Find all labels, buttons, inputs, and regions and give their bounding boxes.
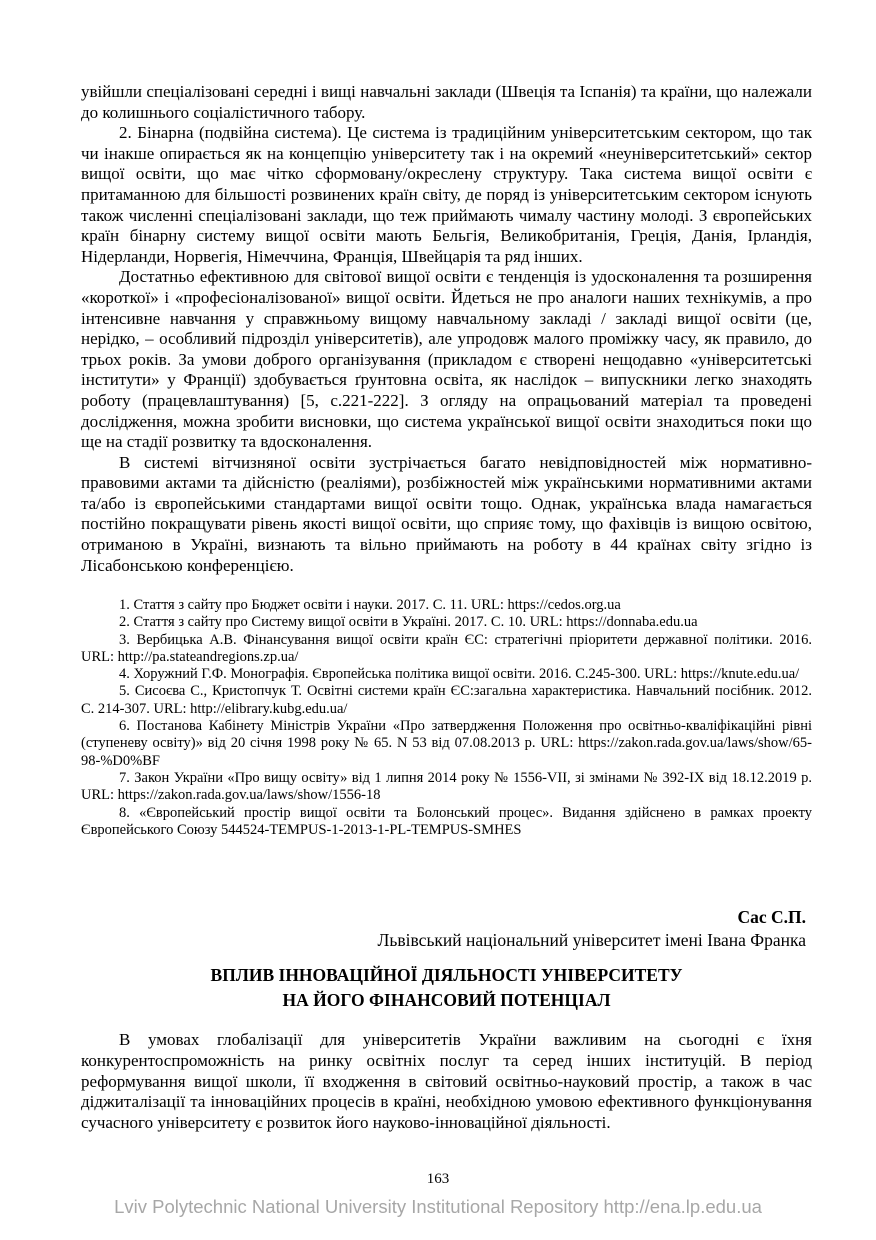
body-paragraph-3: Достатньо ефективною для світової вищої освіти є тенденція із удосконалення та розширення «короткої» і «професіоналізованої» вищої освіти. Йдеться не про аналоги наших технікумів, а про інтенсивне навчання у справжньому вищому навчальному закладі / закладі вищої освіти (це, нерідко, – особливий підрозділ університетів), але упродовж малого проміжку часу, як правило, до трьох років. За умови доброго організування (прикладом є створені нещодавно «університетські інститути» у Франції) здобувається ґрунтовна освіта, як наслідок – випускники легко знаходять роботу (працевлаштування) [5, с.221-222]. З огляду на опрацьований матеріал та проведені дослідження, можна зробити висновки, що система української вищої освіти знаходиться поки що ще на стадії розвитку та вдосконалення. xyxy=(81,267,812,452)
article-title xyxy=(81,963,812,1012)
reference-1: 1. Стаття з сайту про Бюджет освіти і науки. 2017. С. 11. URL: https://cedos.org.ua xyxy=(119,597,621,613)
body-paragraph-4: В системі вітчизняної освіти зустрічається багато невідповідностей між нормативно-правовими актами та дійсністю (реаліями), розбіжностей між українськими нормативними актами та/або із європейськими стандартами вищої освіти тощо. Однак, українська влада намагається постійно покращувати рівень якості вищої освіти, що сприяє тому, що фахівців із вищою освітою, отриманою в Україні, визнають та вільно приймають на роботу в 44 країнах світу згідно із Лісабонською конференцією. xyxy=(81,452,812,575)
reference-7: 7. Закон України «Про вищу освіту» від 1 липня 2014 року № 1556-VII, зі змінами № 392-IX від 18.12.2019 р. URL: https://zakon.rada.gov.ua/laws/show/1556-18 xyxy=(81,769,812,804)
reference-5: 5. Сисоєва С., Кристопчук Т. Освітні системи країн ЄС:загальна характеристика. Навчальний посібник. 2012. С. 214-307. URL: http://elibrary.kubg.edu.ua/ xyxy=(81,683,812,717)
reference-3: 3. Вербицька А.В. Фінансування вищої освіти країн ЄС: стратегічні пріоритети державної політики. 2016. URL: http://pa.stateandregions.zp.ua/ xyxy=(81,631,812,665)
body-paragraph-2: 2. Бінарна (подвійна система). Це система із традиційним університетським сектором, що так чи інакше опирається як на концепцію університету так і на окремий «неуніверситетський» сектор вищої освіти, що має чітко сформовану/окреслену структуру. Така система вищої освіти є притаманною для більшості розвинених країн світу, де поряд із університетським сектором існують також численні спеціалізовані заклади, що теж приймають чималу частину молоді. З європейських країн бінарну систему вищої освіти мають Бельгія, Великобританія, Греція, Данія, Ірландія, Нідерланди, Норвегія, Німеччина, Франція, Швейцарія та ряд інших. xyxy=(81,123,812,266)
repository-footer: Lviv Polytechnic National University Institutional Repository http://ena.lp.edu.ua xyxy=(114,1196,762,1217)
reference-2: 2. Стаття з сайту про Систему вищої освіти в Україні. 2017. С. 10. URL: https://donnaba.edu.ua xyxy=(119,614,698,631)
author-block xyxy=(81,906,806,951)
author-name: Сас С.П. xyxy=(737,907,806,927)
reference-4: 4. Хоружний Г.Ф. Монографія. Європейська політика вищої освіти. 2016. С.245-300. URL: https://knute.edu.ua/ xyxy=(119,666,800,683)
article-title-line-2: НА ЙОГО ФІНАНСОВИЙ ПОТЕНЦІАЛ xyxy=(282,989,611,1010)
reference-6: 6. Постанова Кабінету Міністрів України «Про затвердження Положення про освітньо-кваліфікаційні рівні (ступеневу освіту)» від 20 січня 1998 року № 65. N 53 від 07.08.2013 р. URL: https://zakon.rada.gov.ua/laws/show/65-98-%D0%BF xyxy=(81,718,812,769)
intro-paragraph: В умовах глобалізації для університетів України важливим на сьогодні є їхня конкурентоспроможність на ринку освітніх послуг та серед інших інституцій. В період реформування вищої школи, її входження в світовий освітньо-науковий простір, а також в час діджиталізації та інноваційних процесів в країні, необхідною умовою ефективного функціонування сучасного університету є розвиток його науково-інноваційної діяльності. xyxy=(81,1030,812,1133)
reference-8: 8. «Європейський простір вищої освіти та Болонський процес». Видання здійснено в рамках проекту Європейського Союзу 544524-TEMPUS-1-2013-1-PL-TEMPUS-SMHES xyxy=(81,804,812,838)
body-paragraph-1: увійшли спеціалізовані середні і вищі навчальні заклади (Швеція та Іспанія) та країни, що належали до колишнього соціалістичного табору. xyxy=(81,82,812,122)
article-title-line-1: ВПЛИВ ІННОВАЦІЙНОЇ ДІЯЛЬНОСТІ УНІВЕРСИТЕТУ xyxy=(210,965,683,985)
page-number: 163 xyxy=(426,1171,450,1187)
page-body-text xyxy=(81,82,812,576)
references-list xyxy=(81,597,812,839)
author-affiliation: Львівський національний університет імені Івана Франка xyxy=(377,929,806,950)
